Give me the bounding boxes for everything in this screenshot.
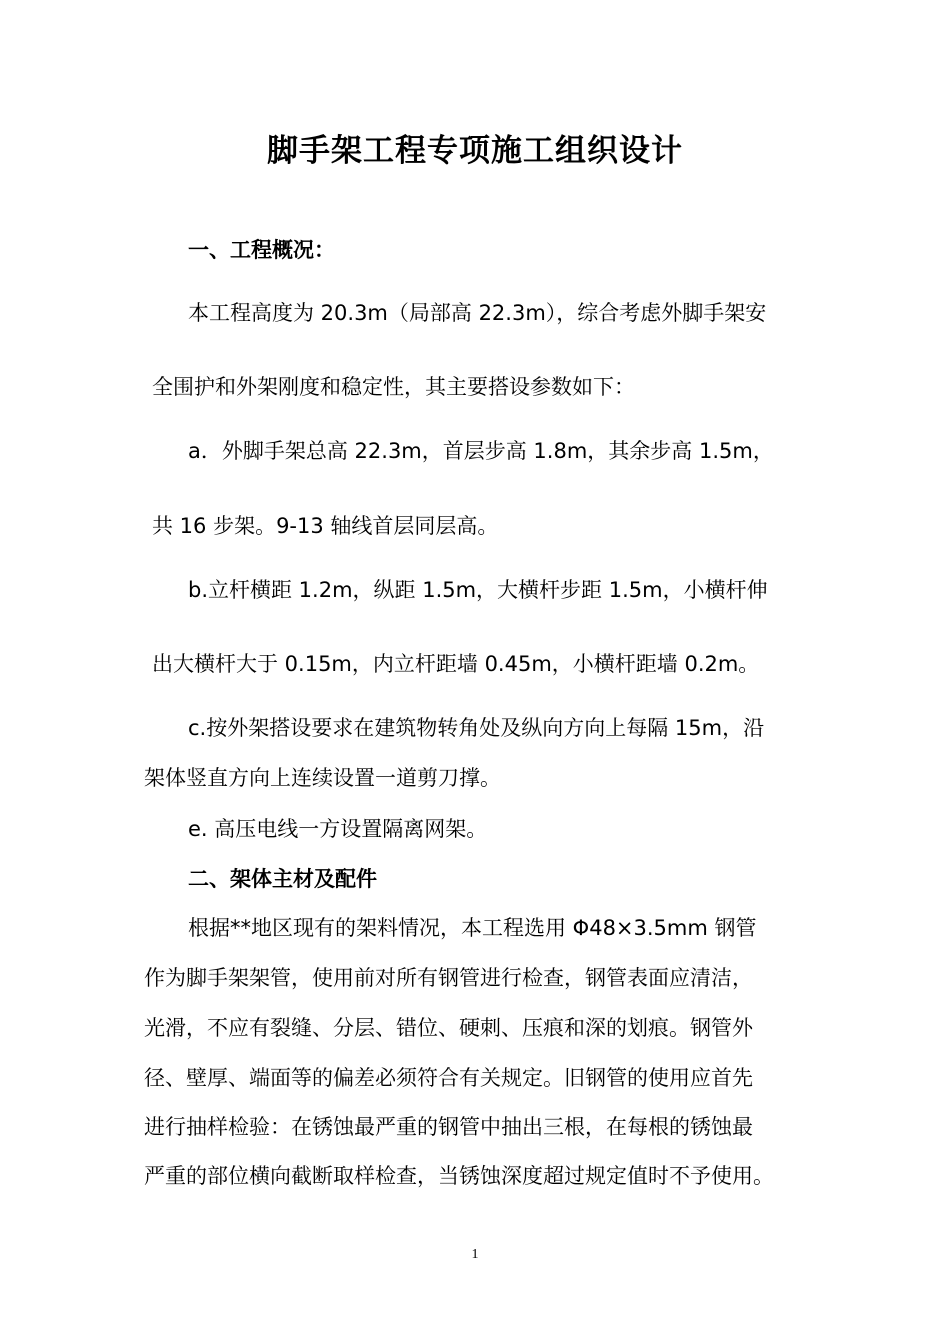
paragraph-line: 全围护和外架刚度和稳定性，其主要搭设参数如下：	[152, 375, 635, 399]
paragraph-line: 进行抽样检验：在锈蚀最严重的钢管中抽出三根，在每根的锈蚀最	[144, 1115, 753, 1139]
list-item-c: c.按外架搭设要求在建筑物转角处及纵向方向上每隔 15m，沿	[188, 716, 765, 740]
list-item-a-continued: 共 16 步架。9-13 轴线首层同层高。	[152, 514, 499, 538]
list-item-e: e. 高压电线一方设置隔离网架。	[188, 817, 488, 841]
list-item-a: a．外脚手架总高 22.3m，首层步高 1.8m，其余步高 1.5m，	[188, 439, 774, 463]
paragraph-line: 根据**地区现有的架料情况，本工程选用 Φ48×3.5mm 钢管	[188, 916, 757, 940]
page-number: 1	[471, 1247, 479, 1262]
section-heading-overview: 一、工程概况：	[188, 238, 335, 262]
list-item-b-continued: 出大横杆大于 0.15m，内立杆距墙 0.45m，小横杆距墙 0.2m。	[152, 652, 760, 676]
list-item-b: b.立杆横距 1.2m，纵距 1.5m，大横杆步距 1.5m，小横杆伸	[188, 578, 768, 602]
section-heading-materials: 二、架体主材及配件	[188, 867, 377, 891]
document-title: 脚手架工程专项施工组织设计	[267, 133, 683, 169]
paragraph-line: 严重的部位横向截断取样检查，当锈蚀深度超过规定值时不予使用。	[144, 1164, 774, 1188]
list-item-c-continued: 架体竖直方向上连续设置一道剪刀撑。	[144, 766, 501, 790]
paragraph-line: 本工程高度为 20.3m（局部高 22.3m），综合考虑外脚手架安	[188, 301, 767, 325]
paragraph-line: 径、壁厚、端面等的偏差必须符合有关规定。旧钢管的使用应首先	[144, 1066, 753, 1090]
paragraph-line: 光滑，不应有裂缝、分层、错位、硬刺、压痕和深的划痕。钢管外	[144, 1016, 753, 1040]
paragraph-line: 作为脚手架架管，使用前对所有钢管进行检查，钢管表面应清洁，	[144, 966, 753, 990]
